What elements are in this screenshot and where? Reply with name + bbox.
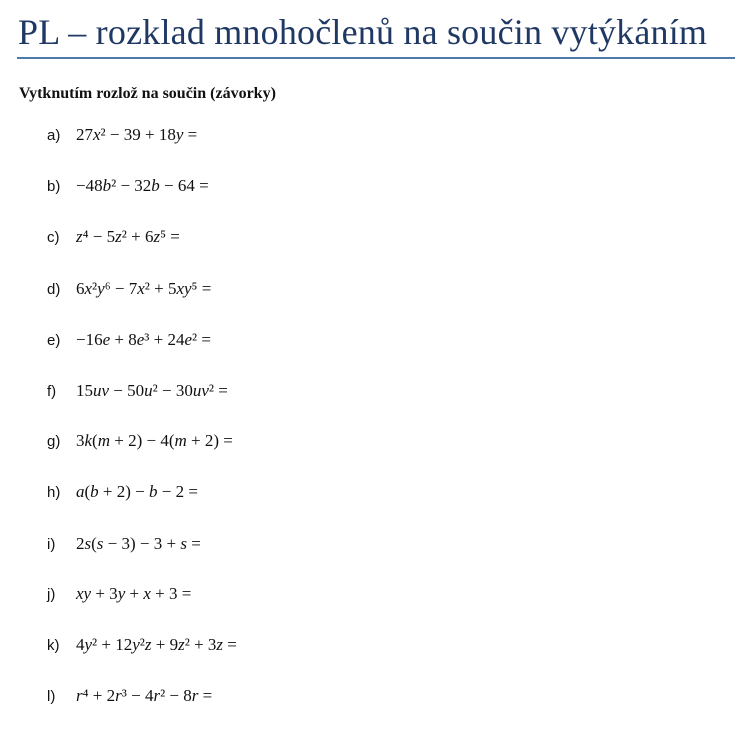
exercise-a — [47, 125, 197, 147]
exercise-g — [47, 431, 233, 453]
exercise-expression: xy + 3y + x + 3 = — [76, 584, 192, 603]
exercise-label: e) — [47, 332, 61, 349]
exercise-expression: 3k(m + 2) − 4(m + 2) = — [76, 431, 233, 450]
section-heading: Vytknutím rozlož na součin (závorky) — [19, 85, 276, 102]
exercise-expression: 15uv − 50u² − 30uv² = — [76, 381, 228, 400]
exercise-l — [47, 686, 212, 708]
exercise-b — [47, 176, 209, 198]
exercise-label: b) — [47, 178, 61, 195]
title-underline — [17, 57, 735, 59]
exercise-expression: 6x²y⁶ − 7x² + 5xy⁵ = — [76, 279, 212, 298]
exercise-label: c) — [47, 229, 60, 246]
exercise-expression: 2s(s − 3) − 3 + s = — [76, 534, 201, 553]
exercise-label: d) — [47, 281, 61, 298]
exercise-expression: 4y² + 12y²z + 9z² + 3z = — [76, 635, 237, 654]
exercise-expression: r⁴ + 2r³ − 4r² − 8r = — [76, 686, 213, 705]
exercise-expression: −48b² − 32b − 64 = — [76, 176, 209, 195]
exercise-label: h) — [47, 484, 61, 501]
exercise-expression: z⁴ − 5z² + 6z⁵ = — [76, 227, 180, 246]
exercise-label: l) — [47, 688, 56, 705]
page-title: PL – rozklad mnohočlenů na součin vytýkáním — [18, 12, 708, 52]
exercise-e — [47, 330, 211, 352]
exercise-expression: 27x² − 39 + 18y = — [76, 125, 198, 144]
exercise-j — [47, 584, 191, 606]
exercise-d — [47, 279, 211, 301]
exercise-label: g) — [47, 433, 61, 450]
exercise-label: a) — [47, 127, 61, 144]
exercise-expression: −16e + 8e³ + 24e² = — [76, 330, 211, 349]
exercise-label: f) — [47, 383, 57, 400]
exercise-label: j) — [47, 586, 56, 603]
exercise-h — [47, 482, 198, 504]
exercise-k — [47, 635, 237, 657]
exercise-label: i) — [47, 536, 56, 553]
exercise-expression: a(b + 2) − b − 2 = — [76, 482, 198, 501]
exercise-c — [47, 227, 180, 249]
exercise-i — [47, 534, 201, 556]
exercise-f — [47, 381, 228, 403]
exercise-label: k) — [47, 637, 60, 654]
